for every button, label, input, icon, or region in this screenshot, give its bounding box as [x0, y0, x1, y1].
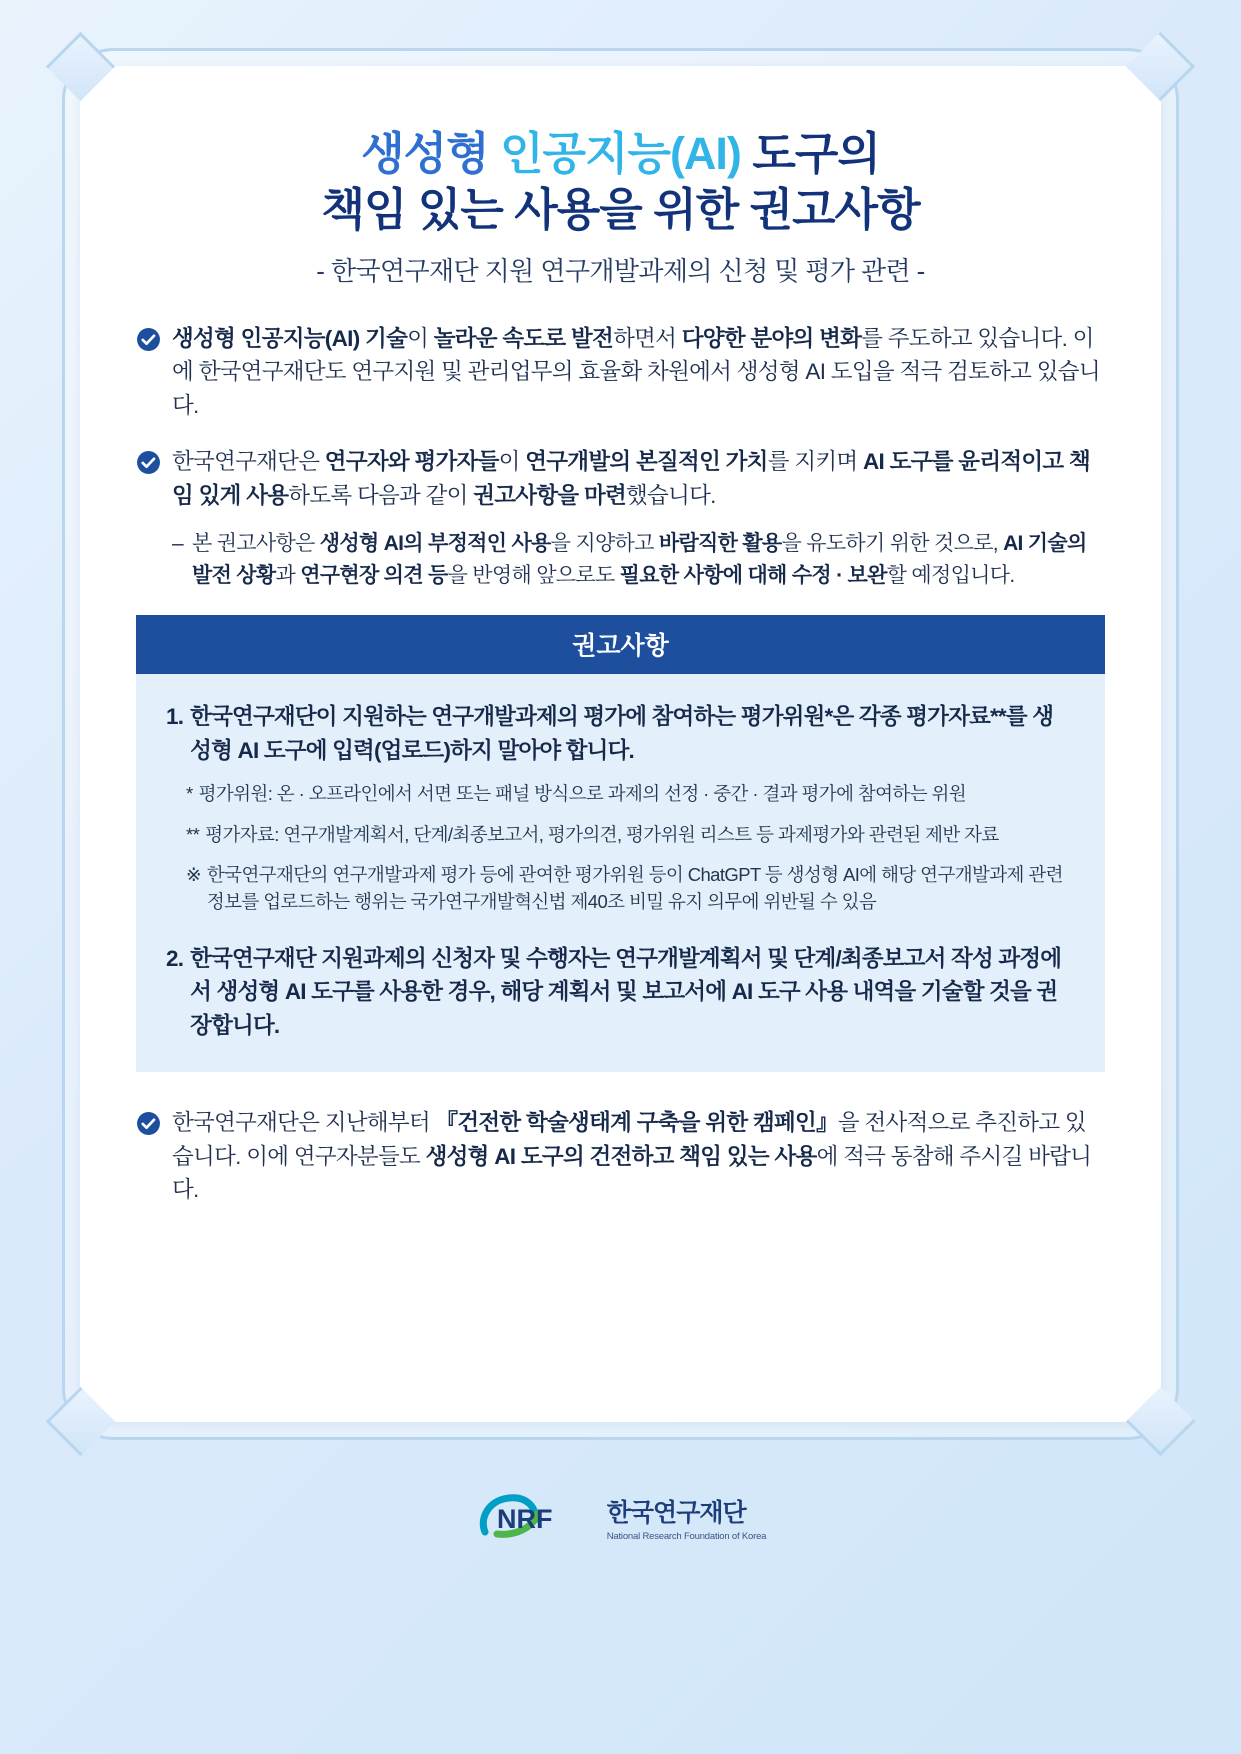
svg-text:NRF: NRF: [496, 1504, 553, 1534]
recommendation-note-2: [186, 822, 1071, 849]
recommendation-body: [136, 674, 1105, 1072]
recommendation-note-2-mark: **: [186, 823, 200, 845]
logo-name-ko: 한국연구재단: [606, 1499, 746, 1527]
nrf-logo-mark: [475, 1488, 593, 1547]
recommendation-note-2-text: 평가자료: 연구개발계획서, 단계/최종보고서, 평가의견, 평가위원 리스트 등 과제평가와 관련된 제반 자료: [205, 823, 999, 845]
recommendation-item-1-text: 한국연구재단이 지원하는 연구개발과제의 평가에 참여하는 평가위원*은 각종 평가자료**를 생성형 AI 도구에 입력(업로드)하지 말아야 합니다.: [190, 704, 1054, 763]
recommendation-item-2: [166, 942, 1071, 1042]
title-part-2: 인공지능(AI): [500, 128, 741, 179]
corner-notch-top-left: [46, 32, 115, 101]
inner-panel: [80, 66, 1161, 1422]
check-circle-icon: [136, 1111, 161, 1136]
check-circle-icon: [136, 450, 161, 475]
bullet-text-1: 생성형 인공지능(AI) 기술이 놀라운 속도로 발전하면서 다양한 분야의 변화를 주도하고 있습니다. 이에 한국연구재단도 연구지원 및 관리업무의 효율화 차원에서 생성형 AI 도입을 적극 검토하고 있습니다.: [172, 325, 1100, 418]
poster-content: [136, 126, 1105, 1229]
sub-note-text: 본 권고사항은 생성형 AI의 부정적인 사용을 지양하고 바람직한 활용을 유도하기 위한 것으로, AI 기술의 발전 상황과 연구현장 의견 등을 반영해 앞으로도 필요한 사항에 대해 수정 · 보완할 예정입니다.: [191, 532, 1087, 587]
list-item: [136, 445, 1105, 513]
sub-note-dash: –: [172, 532, 183, 556]
list-item: [136, 322, 1105, 423]
recommendation-item-1: [166, 700, 1071, 767]
organization-logo: [0, 1488, 1241, 1547]
page-title-line-2: 책임 있는 사용을 위한 권고사항: [321, 184, 920, 236]
sub-note: [172, 528, 1105, 591]
logo-name-en: National Research Foundation of Korea: [606, 1531, 767, 1542]
corner-notch-bottom-right: [1126, 1387, 1195, 1456]
title-part-1: 생성형: [361, 128, 501, 179]
page-title-line-1: [136, 126, 1105, 182]
bullet-text-2: 한국연구재단은 연구자와 평가자들이 연구개발의 본질적인 가치를 지키며 AI 도구를 윤리적이고 책임 있게 사용하도록 다음과 같이 권고사항을 마련했습니다.: [172, 448, 1091, 508]
recommendation-header: 권고사항: [136, 615, 1105, 674]
footer-bullet-text: 한국연구재단은 지난해부터 『건전한 학술생태계 구축을 위한 캠페인』을 전사적으로 추진하고 있습니다. 이에 연구자분들도 생성형 AI 도구의 건전하고 책임 있는 사용에 적극 동참해 주시길 바랍니다.: [172, 1109, 1092, 1203]
page-subtitle: - 한국연구재단 지원 연구개발과제의 신청 및 평가 관련 -: [316, 255, 925, 286]
check-circle-icon: [136, 327, 161, 352]
recommendation-note-1-text: 평가위원: 온 · 오프라인에서 서면 또는 패널 방식으로 과제의 선정 · 중간 · 결과 평가에 참여하는 위원: [198, 782, 967, 804]
intro-bullet-list: [136, 322, 1105, 592]
logo-text-block: [607, 1493, 766, 1542]
recommendation-note-3-mark: ※: [186, 864, 201, 886]
recommendation-note-1: [186, 781, 1071, 808]
title-block: [136, 126, 1105, 288]
recommendation-note-3: [186, 862, 1071, 916]
recommendation-note-3-text: 한국연구재단의 연구개발과제 평가 등에 관여한 평가위원 등이 ChatGPT 등 생성형 AI에 해당 연구개발과제 관련 정보를 업로드하는 행위는 국가연구개발혁신법 제40조 비밀 유지 의무에 위반될 수 있음: [206, 864, 1063, 913]
poster-card: [62, 48, 1179, 1440]
recommendation-item-1-number: 1.: [166, 704, 184, 730]
title-part-3: 도구의: [740, 128, 880, 179]
recommendation-item-2-number: 2.: [166, 946, 184, 972]
corner-notch-bottom-left: [46, 1387, 115, 1456]
corner-notch-top-right: [1126, 32, 1195, 101]
recommendation-note-1-mark: *: [186, 782, 193, 804]
recommendation-item-2-text: 한국연구재단 지원과제의 신청자 및 수행자는 연구개발계획서 및 단계/최종보고서 작성 과정에서 생성형 AI 도구를 사용한 경우, 해당 계획서 및 보고서에 AI 도구 사용 내역을 기술할 것을 권장합니다.: [190, 946, 1062, 1038]
footer-bullet: [136, 1106, 1105, 1207]
